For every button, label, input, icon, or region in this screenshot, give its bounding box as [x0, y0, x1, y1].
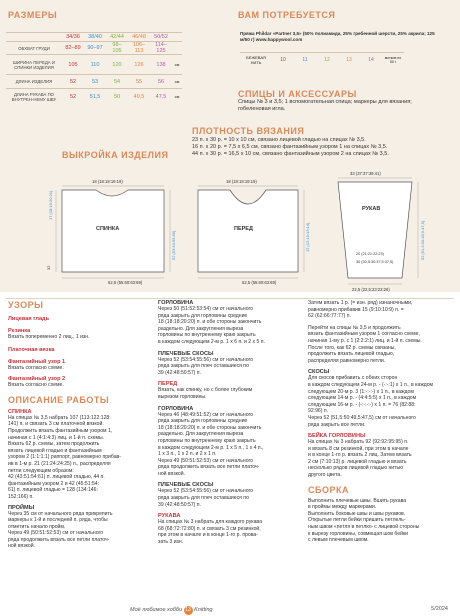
brand-name: Knitting: [194, 607, 213, 613]
issue-number: 5/2024: [431, 606, 448, 612]
rib-title: Резинка: [8, 328, 31, 334]
size-col-2: 38/40: [84, 33, 106, 42]
assembly-heading: СБОРКА: [308, 484, 349, 495]
neck-title: ГОРЛОВИНА: [158, 300, 194, 306]
sizes-header-row: [6, 33, 182, 42]
back-height-measure: 52 (53:54:55:56): [171, 230, 176, 260]
sizes-heading: РАЗМЕРЫ: [8, 10, 58, 20]
yarn-table: [240, 52, 404, 68]
gauge-line: 44 п. х 30 р. = 16,5 х 10 см, связано фантазийным узором 2 на спицах № 3,5.: [192, 151, 389, 157]
column-patterns: УЗОРЫ Лицевая гладь Резинка Вязать попеременно 2 лиц., 1 изн. Платочная вязка Фантазийный узор 1 Вязать согласно схеме. Фантазийный узор 2 Вязать согласно схеме. ОПИСАНИЕ РАБОТЫ СПИНКА На спицах № 3,5 набрать 107 (113:122:128: 141) п. и связать 3 см платочной вязкой. Продолжить вязать фантазийным узором 1, начиная с 1 (4:1:4:3) лиц. и 1-й п. схемы. Вязать 62 р. схемы, затем продолжить вязать лицевой гладью и фантазийным узором 2 (1:1:1:1) раппорт, равномерно прибав- ив в 1-м р. 21 (21:24:24:25) п., распределяя петли следующим образом: 42 (43:51:54:61) п. лицевой гладью, 44 п. фантазийным узором 2 и 42 (45:51:54: 61) п. лицевой гладью = 128 (134:146: 152:166) п. ПРОЙМЫ Через 35 см от начального ряда прикрепить маркеры к 1-й и последней п. ряда, чтобы отметить начало пройм. Через 49 (50:51:52:53) см от начального ряда продолжить вязать все петли платоч- ной вязкой.: [8, 296, 146, 550]
need-heading: ВАМ ПОТРЕБУЕТСЯ: [238, 10, 336, 20]
pattern-heading: ВЫКРОЙКА ИЗДЕЛИЯ: [62, 150, 169, 160]
front-label: ПЕРЕД: [234, 226, 253, 232]
front-schematic: [198, 179, 310, 285]
yarn-description: Пряжа Phildar «Partner 3,5» (50% полиамида, 25% гребенной шерсти, 25% акрила; 125 м/50 г) www.happywool.com: [240, 31, 435, 42]
top-info-panel: [0, 0, 460, 292]
back-text: На спицах № 3,5 набрать 107 (113:122:128: 141) п. и связать 3 см платочной вязкой. Продолжить вязать фантазийным узором 1, начиная с 1 (4:1:4:3) лиц. и 1-й п. схемы. Вязать 62 р. схемы, затем продолжить вязать лицевой гладью и фантазийным узором 2 (1:1:1:1) раппорт, равномерно прибав- ив в 1-м р. 21 (21:24:24:25) п., распределяя петли следующим образом: 42 (43:51:54:61) п. лицевой гладью, 44 п. фантазийным узором 2 и 42 (45:51:54: 61) п. лицевой гладью = 128 (134:146: 152:166) п.: [8, 414, 121, 500]
sleeve-mid-measure: 20 (21:21:22:23): [356, 252, 384, 256]
shoulder-title: ПЛЕЧЕВЫЕ СКОСЫ: [158, 350, 214, 357]
sleeve-label: РУКАВ: [362, 206, 381, 212]
armhole-text: Через 35 см от начального ряда прикрепить маркеры к 1-й и последней п. ряда, чтобы отметить начало пройм. Через 49 (50:51:52:53) см от начального ряда продолжить вязать все петли платоч- ной вязкой.: [8, 510, 113, 550]
front-side-measure: 12 (12:13:13:14): [305, 222, 310, 252]
size-col-4: 46/48: [128, 33, 150, 42]
front-shoulder-title: ПЛЕЧЕВЫЕ СКОСЫ: [158, 482, 214, 489]
armhole-title: ПРОЙМЫ: [8, 504, 35, 511]
size-col-3: 42/44: [106, 33, 128, 42]
table-row: ШИРИНА ПЕРЕДА И СПИНКИ ИЗДЕЛИЯ 105 110 120 126 138 см: [6, 55, 182, 75]
gauge-block: [192, 137, 452, 158]
sleeve-inner-measure: 30 (30,5:30:37,5:37,5): [356, 260, 394, 264]
needles-heading: СПИЦЫ И АКСЕССУАРЫ: [238, 89, 357, 99]
gauge-line: 16 п. х 20 р. = 7,5 х 6,5 см, связано фантазийным узором 1 на спицах № 3,5.: [192, 144, 388, 150]
f2-title: Фантазийный узор 2: [8, 376, 66, 383]
back-width-measure: 52,5 (55:60:63:69): [108, 280, 143, 285]
front-title: ПЕРЕД: [158, 381, 178, 388]
sleeve-schematic: [338, 171, 425, 292]
needles-text: Спицы № 3 и 3,5; 1 вспомогательная спица; маркеры для вязания; гобеленовая игла.: [238, 99, 412, 112]
back-schematic: [46, 179, 176, 285]
front-width-measure: 52,5 (55:60:63:69): [242, 280, 277, 285]
column-middle: ГОРЛОВИНА Через 50 (51:52:53:54) см от начального ряда закрыть для горловины средние 18 (18:18:20:20) п. и обе стороны закончить раздельно. Для закругления выреза горловины по внутреннему краю закрыть в каждом следующем 2-м р. 1 х 6 п. и 2 х 5 п. ПЛЕЧЕВЫЕ СКОСЫ Через 52 (53:54:55:56) см от начального ряда закрыть для плеч оставшиеся по 39 (42:48:50:57) п. ПЕРЕД Вязать, как спинку, но с более глубоким вырезом горловины. ГОРЛОВИНА Через 46 (48:49:51:52) см от начального ряда закрыть для горловины средние 18 (18:18:20:20) п. и обе стороны закончить раздельно. Для закругления выреза горловины по внутреннему краю закрыть в каждом следующем 2-м р. 1 х 5 п., 1 х 4 п., 1 х 3 п., 1 х 2 п. и 2 х 1 п. Через 49 (50:51:52:53) см от начального ряда продолжить вязать все петли платоч- ной вязкой. ПЛЕЧЕВЫЕ СКОСЫ Через 52 (53:54:55:56) см от начального ряда закрыть для плеч оставшиеся по 39 (42:48:50:57) п. РУКАВА На спицах № 3 набрать для каждого рукава 68 (68:72:72:80) п. и связать 3 см резинкой, при этом в начале и в конце 1-го р. прова- зать 3 изн.: [158, 296, 298, 546]
front-neck-title: ГОРЛОВИНА: [158, 405, 194, 412]
back-bottom-measure: 32: [46, 265, 51, 270]
page-number: 13: [185, 607, 191, 613]
size-col-5: 50/52: [150, 33, 172, 42]
front-top-measure: 18 (18:18:19:19): [226, 179, 257, 184]
back-top-measure: 18 (18:18:19:19): [92, 179, 123, 184]
magazine-name: Моё любимое хобби: [130, 607, 183, 613]
collar-title: БЕЙКА ГОРЛОВИНЫ: [308, 433, 366, 440]
table-row: ДЛИНА РУКАВА ПО ВНУТРЕН-НЕМУ ШВУ 52 51,5 50 49,5 47,5 см: [6, 89, 182, 105]
gauge-line: 23 п. х 30 р. = 10 х 10 см, связано лицевой гладью на спицах № 3,5.: [192, 137, 366, 143]
column-right: Затем вязать 1 р. (= изн. ряд) изнаночными, равномерно прибавив 15 (9:10:10:9) п. = 62 (62:66:77:77) п. Перейти на спицы № 3,5 и продолжить вязать фантазийным узором 1 согласно схеме, начиная 1-му р. с 1 (2:2:2:1) лиц. и 1-й п. схемы. После того, как 62 р. схемы связаны, продолжить вязать лицевой гладью, распределяя равномерно петли. СКОСЫ Для скосов прибавить с обеих сторон в каждом следующем 24-м р. - (-:-:1) х 1 п., в каждом следующем 20-м р. 3 (1:-:-:-) х 1 п., в каждом следующем 14-м р. - (4:4:5:5) х 1 п., в каждом следующем 16-м р. - (-:-:-:-) х 1 п. = 76 (82:88: 92:96) п. Через 52 (51,5:50:49,5:47,5) см от начального ряда закрыть все петли. БЕЙКА ГОРЛОВИНЫ На спицах № 3 набрать 92 (92:92:95:95) п. и вязать 8 см резинкой, при этом в начале и в конце 1-го р. вязать 2 лиц. Затем вязать 2 см (7:10:13) р. лицевой гладью и вязать несколько рядов лицевой гладью нитью другого цвета. СБОРКА Выполнить плечевые швы. Вшить рукава в проймы между маркерами. Выполнить боковые швы и швы рукавов. Открытые петли бейки пришить петлель- ным швом «петля в петлю» с лицевой стороны к вырезу горловины, совмещая шов бейки с левым плечевым швом.: [308, 296, 454, 544]
plate-title: Платочная вязка: [8, 346, 55, 353]
sleeve-bottom-measure: 22,5 (22,5:23:23:26): [352, 287, 390, 292]
table-row: ОБХВАТ ГРУДИ 82–89 90–97 98–105 106–113 114–125: [6, 42, 182, 55]
work-heading: ОПИСАНИЕ РАБОТЫ: [8, 394, 110, 405]
patterns-heading: УЗОРЫ: [8, 300, 44, 310]
sizes-table: [6, 32, 182, 105]
garment-schematics: [0, 160, 460, 300]
sleeve-height-measure: 52 (51,5:50:49,5:47,5): [420, 220, 425, 260]
f1-title: Фантазийный узор 1: [8, 358, 66, 365]
gauge-heading: ПЛОТНОСТЬ ВЯЗАНИЯ: [192, 126, 305, 136]
sleeve-top-measure: 33 (37:37:39:41): [350, 171, 381, 176]
face-title: Лицевая гладь: [8, 316, 50, 322]
back-label: СПИНКА: [96, 226, 120, 232]
bevel-title: СКОСЫ: [308, 369, 330, 376]
table-row: ДЛИНА ИЗДЕЛИЯ 52 53 54 55 56 см: [6, 75, 182, 89]
table-row: БЕЖЕВАЯ НИТЬ 10 11 12 13 14 мотков по 50 г: [240, 53, 404, 68]
back-title: СПИНКА: [8, 408, 32, 415]
back-side-measure: 17 (18:19:20:21): [48, 190, 53, 220]
sleeve-title: РУКАВА: [158, 513, 181, 520]
size-col-1: 34/36: [62, 33, 84, 42]
page-footer: [0, 602, 460, 616]
